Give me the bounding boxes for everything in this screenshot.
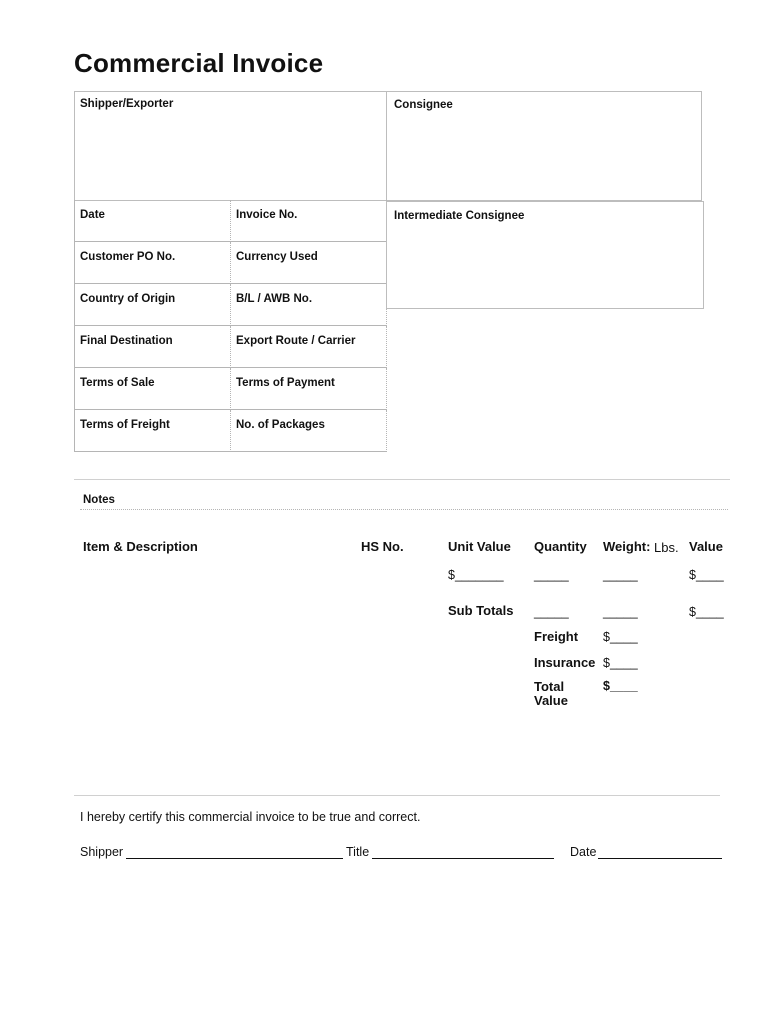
field-label: Date	[80, 209, 105, 221]
field-label: Invoice No.	[236, 209, 298, 221]
total-label-line1: Total	[534, 679, 565, 694]
value-header: Value	[689, 539, 723, 554]
field-bl-awb-no[interactable]	[231, 284, 387, 326]
field-export-route[interactable]	[231, 326, 387, 368]
field-customer-po[interactable]	[75, 242, 231, 284]
invoice-fields-grid	[74, 200, 387, 452]
shipper-signature-line[interactable]	[126, 858, 343, 859]
field-label: Currency Used	[236, 251, 318, 263]
field-label: Terms of Freight	[80, 419, 170, 431]
shipper-exporter-box[interactable]	[74, 91, 386, 201]
page-title: Commercial Invoice	[74, 48, 324, 78]
insurance-label: Insurance	[534, 655, 596, 670]
weight-header: Weight:	[603, 539, 651, 554]
shipper-exporter-label: Shipper/Exporter	[80, 98, 174, 110]
certify-text: I hereby certify this commercial invoice to be true and correct.	[80, 810, 421, 824]
notes-field[interactable]	[80, 509, 728, 510]
title-signature-label: Title	[346, 845, 370, 859]
subtotal-quantity-blank[interactable]: _____	[534, 605, 569, 619]
value-blank[interactable]: $____	[689, 568, 724, 582]
insurance-blank[interactable]: $____	[603, 656, 638, 670]
weight-unit-label: Lbs.	[654, 540, 679, 555]
date-signature-label: Date	[570, 845, 597, 859]
notes-label: Notes	[83, 494, 115, 506]
field-label: Terms of Payment	[236, 377, 335, 389]
intermediate-consignee-label: Intermediate Consignee	[394, 210, 525, 222]
field-currency-used[interactable]	[231, 242, 387, 284]
freight-label: Freight	[534, 629, 579, 644]
weight-blank[interactable]: _____	[603, 568, 638, 582]
consignee-box[interactable]	[386, 91, 702, 201]
certify-divider	[74, 795, 720, 796]
quantity-header: Quantity	[534, 539, 587, 554]
field-label: Country of Origin	[80, 293, 176, 305]
field-label: Customer PO No.	[80, 251, 176, 263]
hs-no-header: HS No.	[361, 539, 404, 554]
freight-blank[interactable]: $____	[603, 630, 638, 644]
field-terms-of-payment[interactable]	[231, 368, 387, 410]
field-country-of-origin[interactable]	[75, 284, 231, 326]
unit-value-blank[interactable]: $_______	[448, 568, 504, 582]
field-terms-of-sale[interactable]	[75, 368, 231, 410]
unit-value-header: Unit Value	[448, 539, 511, 554]
shipper-signature-label: Shipper	[80, 845, 124, 859]
field-final-destination[interactable]	[75, 326, 231, 368]
subtotals-label: Sub Totals	[448, 603, 514, 618]
consignee-label: Consignee	[394, 99, 453, 111]
field-label: No. of Packages	[236, 419, 325, 431]
field-label: Export Route / Carrier	[236, 335, 356, 347]
item-description-header: Item & Description	[83, 539, 198, 554]
field-label: B/L / AWB No.	[236, 293, 313, 305]
field-label: Terms of Sale	[80, 377, 155, 389]
title-signature-line[interactable]	[372, 858, 554, 859]
total-label-line2: Value	[534, 693, 568, 708]
subtotal-value-blank[interactable]: $____	[689, 605, 724, 619]
field-label: Final Destination	[80, 335, 173, 347]
total-value-blank[interactable]: $____	[603, 679, 638, 693]
quantity-blank[interactable]: _____	[534, 568, 569, 582]
subtotal-weight-blank[interactable]: _____	[603, 605, 638, 619]
date-signature-line[interactable]	[598, 858, 722, 859]
field-invoice-no[interactable]	[231, 200, 387, 242]
field-date[interactable]	[75, 200, 231, 242]
intermediate-consignee-box[interactable]	[386, 201, 704, 309]
field-terms-of-freight[interactable]	[75, 410, 231, 452]
field-no-of-packages[interactable]	[231, 410, 387, 452]
notes-divider-top	[74, 479, 730, 480]
